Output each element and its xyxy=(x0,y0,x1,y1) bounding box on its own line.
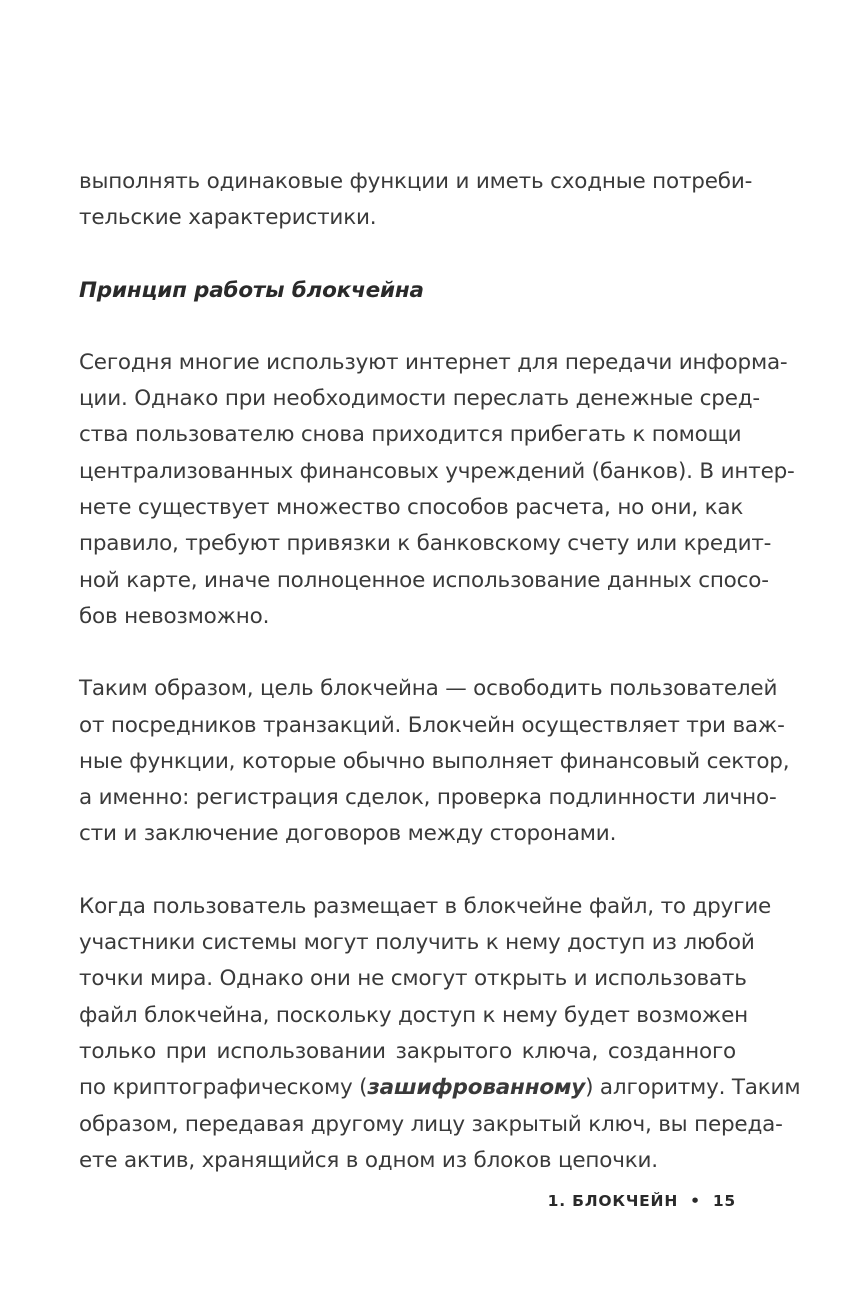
text-line: а именно: регистрация сделок, проверка подлинности лично- xyxy=(79,785,777,811)
text-line: бов невозможно. xyxy=(79,603,270,629)
text-line: ете актив, хранящийся в одном из блоков цепочки. xyxy=(79,1147,658,1173)
page-number: 15 xyxy=(712,1192,736,1210)
paragraph-blockchain-goal xyxy=(79,671,790,852)
paragraph-private-key xyxy=(79,889,801,1179)
text-line xyxy=(79,1070,801,1106)
text-line: нете существует множество способов расчета, но они, как xyxy=(79,495,744,521)
text-line: участники системы могут получить к нему доступ из любой xyxy=(79,930,755,956)
text-fragment: ) алгоритму. Таким xyxy=(585,1075,801,1101)
paragraph-internet-payments xyxy=(79,345,795,635)
text-line: только при использовании закрытого ключа, созданного xyxy=(79,1038,736,1064)
text-fragment: по криптографическому ( xyxy=(79,1075,368,1101)
text-line: Сегодня многие используют интернет для передачи информа- xyxy=(79,349,788,375)
text-line: ции. Однако при необходимости переслать денежные сред- xyxy=(79,386,760,412)
paragraph-intro xyxy=(79,164,753,237)
text-line: файл блокчейна, поскольку доступ к нему будет возможен xyxy=(79,1002,748,1028)
text-line: ной карте, иначе полноценное использование данных спосо- xyxy=(79,567,769,593)
text-line: централизованных финансовых учреждений (банков). В интер- xyxy=(79,458,795,484)
text-line: выполнять одинаковые функции и иметь сходные потреби- xyxy=(79,169,753,194)
text-line: ные функции, которые обычно выполняет финансовый сектор, xyxy=(79,748,790,774)
text-line: ства пользователю снова приходится прибегать к помощи xyxy=(79,422,742,448)
section-heading: Принцип работы блокчейна xyxy=(79,277,424,303)
page-footer xyxy=(548,1192,736,1210)
text-line: образом, передавая другому лицу закрытый ключ, вы переда- xyxy=(79,1111,783,1137)
text-line: тельские характеристики. xyxy=(79,205,377,231)
text-line: от посредников транзакций. Блокчейн осуществляет три важ- xyxy=(79,712,785,738)
emphasized-term: зашифрованному xyxy=(367,1075,586,1101)
text-line: Таким образом, цель блокчейна — освободить пользователей xyxy=(79,676,778,702)
bullet-separator: • xyxy=(690,1192,701,1210)
page-body xyxy=(79,164,801,1179)
text-line: точки мира. Однако они не смогут открыть и использовать xyxy=(79,966,747,992)
text-line: Когда пользователь размещает в блокчейне файл, то другие xyxy=(79,893,772,919)
text-line: правило, требуют привязки к банковскому счету или кредит- xyxy=(79,531,772,557)
chapter-title: 1. БЛОКЧЕЙН xyxy=(547,1192,679,1210)
text-line: сти и заключение договоров между сторонами. xyxy=(79,821,617,847)
